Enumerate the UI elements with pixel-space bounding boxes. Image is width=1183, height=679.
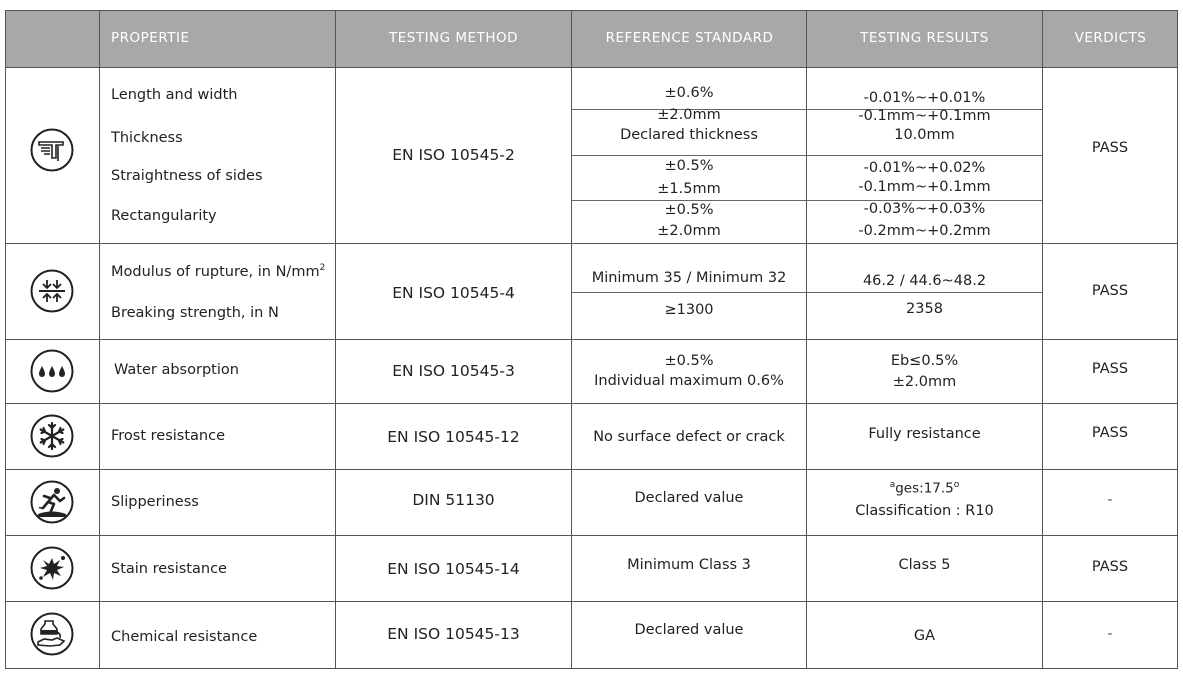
prop-frost: Frost resistance: [111, 428, 226, 444]
verdict-rupture: PASS: [1091, 283, 1129, 299]
std-length: ±0.6%: [664, 85, 714, 101]
verdict-frost: PASS: [1091, 425, 1129, 441]
properties-table: [5, 10, 1178, 669]
verdict-water: PASS: [1091, 361, 1129, 377]
grid-line: [5, 67, 1178, 68]
prop-water: Water absorption: [114, 362, 239, 378]
res-straight-mm: -0.1mm~+0.1mm: [858, 179, 991, 195]
slipping-person-icon: [30, 480, 74, 524]
res-breaking: 2358: [906, 301, 943, 317]
res-rect-mm: -0.2mm~+0.2mm: [858, 223, 991, 239]
prop-modulus: Modulus of rupture, in $N/mm^2$: [111, 263, 326, 280]
prop-rectangularity: Rectangularity: [111, 208, 217, 224]
res-straight-pct: -0.01%~+0.02%: [863, 160, 986, 176]
res-length: -0.01%~+0.01%: [863, 90, 986, 106]
std-breaking: ≥1300: [664, 302, 714, 318]
header-property: PROPERTIE: [111, 30, 190, 46]
caliper-icon: [30, 128, 74, 172]
prop-straightness: Straightness of sides: [111, 168, 263, 184]
res-water-eb: Eb≤0.5%: [890, 353, 959, 369]
method-slip: DIN 51130: [412, 491, 495, 509]
res-thickness-value: 10.0mm: [894, 127, 955, 143]
std-straight-mm: ±1.5mm: [657, 181, 721, 197]
std-straight-pct: ±0.5%: [664, 158, 714, 174]
res-slip-angle: $^a$ges:17.5$^o$: [889, 480, 960, 497]
header-results: TESTING RESULTS: [860, 30, 989, 46]
res-water-mm: ±2.0mm: [892, 374, 957, 390]
prop-thickness: Thickness: [111, 130, 183, 146]
compression-arrows-icon: [30, 269, 74, 313]
std-rect-pct: ±0.5%: [664, 202, 714, 218]
prop-breaking-strength: Breaking strength, in N: [111, 305, 279, 321]
std-frost: No surface defect or crack: [593, 429, 785, 445]
chemical-pour-icon: [30, 612, 74, 656]
sub-line: [571, 155, 1042, 156]
header-standard: REFERENCE STANDARD: [605, 30, 774, 46]
water-drops-icon: [30, 349, 74, 393]
res-chemical: GA: [913, 628, 936, 644]
grid-line: [5, 535, 1178, 536]
prop-slip: Slipperiness: [111, 494, 199, 510]
header-verdicts: VERDICTS: [1074, 30, 1147, 46]
sub-line: [571, 292, 1042, 293]
std-rect-mm: ±2.0mm: [657, 223, 721, 239]
header-method: TESTING METHOD: [388, 30, 519, 46]
res-thickness-tol: -0.1mm~+0.1mm: [858, 108, 991, 124]
verdict-slip: -: [1107, 492, 1113, 508]
grid-line: [5, 403, 1178, 404]
verdict-dimensions: PASS: [1091, 140, 1129, 156]
grid-line: [5, 339, 1178, 340]
res-frost: Fully resistance: [868, 426, 981, 442]
std-water-max: Individual maximum 0.6%: [594, 373, 784, 389]
prop-stain: Stain resistance: [111, 561, 227, 577]
method-dimensions: EN ISO 10545-2: [392, 146, 515, 164]
res-modulus: 46.2 / 44.6~48.2: [862, 273, 987, 289]
method-rupture: EN ISO 10545-4: [392, 284, 515, 302]
grid-line: [5, 469, 1178, 470]
snowflake-icon: [30, 414, 74, 458]
grid-line: [5, 10, 1178, 11]
std-thickness-declared: Declared thickness: [620, 127, 758, 143]
std-water-avg: ±0.5%: [664, 353, 714, 369]
std-chemical: Declared value: [634, 622, 744, 638]
std-stain: Minimum Class 3: [627, 557, 751, 573]
res-slip-class: Classification : R10: [855, 503, 994, 519]
method-frost: EN ISO 10545-12: [387, 428, 520, 446]
verdict-chemical: -: [1107, 626, 1113, 642]
method-water: EN ISO 10545-3: [392, 362, 515, 380]
verdict-stain: PASS: [1091, 559, 1129, 575]
prop-chemical: Chemical resistance: [111, 629, 258, 645]
std-modulus: Minimum 35 / Minimum 32: [591, 270, 787, 286]
prop-length-width: Length and width: [111, 87, 238, 103]
method-stain: EN ISO 10545-14: [387, 560, 520, 578]
res-stain: Class 5: [898, 557, 951, 573]
grid-line: [5, 243, 1178, 244]
grid-line: [5, 668, 1178, 669]
res-rect-pct: -0.03%~+0.03%: [863, 201, 986, 217]
std-slip: Declared value: [634, 490, 744, 506]
method-chemical: EN ISO 10545-13: [387, 625, 520, 643]
stain-splash-icon: [30, 546, 74, 590]
std-thickness-tol: ±2.0mm: [657, 107, 721, 123]
grid-line: [5, 601, 1178, 602]
